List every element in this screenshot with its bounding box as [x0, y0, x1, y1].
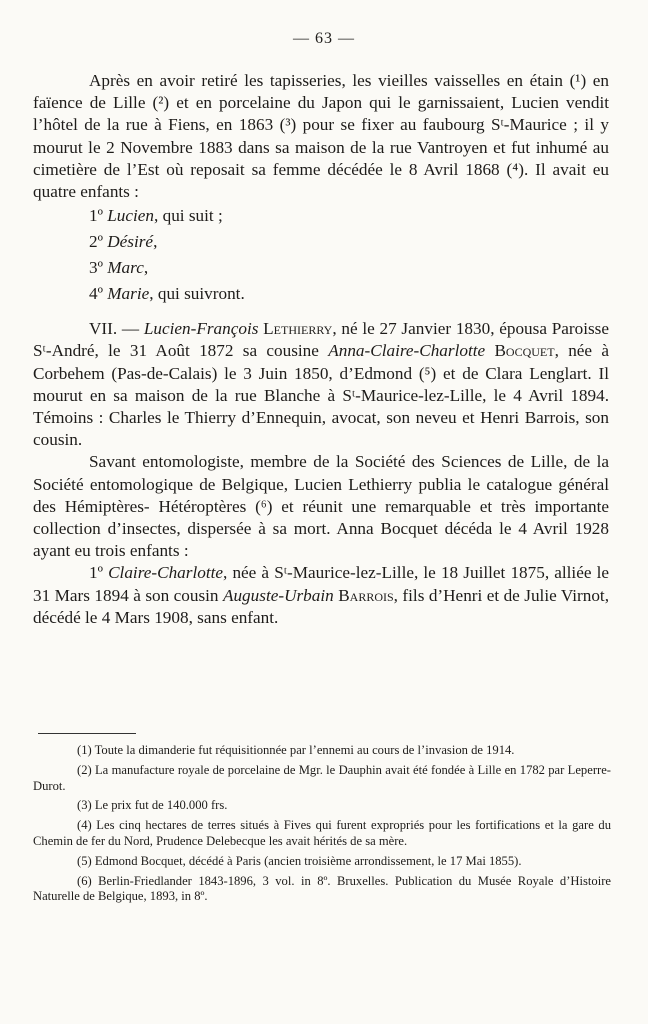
section-vii: VII. — Lucien-François Lethierry, né le 27 Janvier 1830, épousa Paroisse Sᵗ-André, le 31 Août 1872 sa cousine Anna-Claire-Charlotte Bocquet, née à Corbehem (Pas-de-Calais) le 3 Juin 1850, d’Edmond (⁵) et de Clara Lenglart. Il mourut en sa maison de la rue Blanche à Sᵗ-Maurice-lez-Lille, le 4 Avril 1894. Témoins : Charles le Thierry d’Ennequin, avocat, son neveu et Henri Barrois, son cousin. [33, 319, 609, 450]
footnote-1: (1) Toute la dimanderie fut réquisitionnée par l’ennemi au cours de l’invasion de 1914. [77, 743, 515, 757]
footnote-5: (5) Edmond Bocquet, décédé à Paris (ancien troisième arrondissement, le 17 Mai 1855). [77, 853, 522, 868]
paragraph-1: Après en avoir retiré les tapisseries, les vieilles vaisselles en étain (¹) en faïence de Lille (²) et en porcelaine du Japon qui le garnissaient, Lucien vendit l’hôtel de la rue à Fiens, en 1863 (³) pour se fixer au faubourg Sᵗ-Maurice ; il y mourut le 2 Novembre 1883 dans sa maison de la rue Vantroyen et fut inhumé au cimetière de l’Est où reposait sa femme décédée le 8 Avril 1868 (⁴). Il avait eu quatre enfants : [33, 71, 609, 202]
footnote-divider [38, 733, 136, 734]
children-list [33, 203, 609, 307]
paragraph-entomologist: Savant entomologiste, membre de la Société des Sciences de Lille, de la Société entomologique de Belgique, Lucien Lethierry publia le catalogue général des Hémiptères- Hétéroptères (⁶) et réunit une remarquable et très importante collection d’insectes, dispersée à sa mort. Anna Bocquet décéda le 4 Avril 1928 ayant eu trois enfants : [33, 452, 609, 561]
footnote-2: (2) La manufacture royale de porcelaine de Mgr. le Dauphin avait été fondée à Lille en 1782 par Leperre-Durot. [33, 762, 611, 793]
footnote-3: (3) Le prix fut de 140.000 frs. [77, 798, 228, 813]
list-item: 4º Marie, qui suivront. [89, 284, 245, 304]
body-text [33, 70, 609, 629]
list-item: 2º Désiré, [89, 232, 158, 252]
page-number: — 63 — [293, 30, 355, 47]
footnote-6: (6) Berlin-Friedlander 1843-1896, 3 vol. in 8º. Bruxelles. Publication du Musée Royale d’Histoire Naturelle de Belgique, 1893, in 8º. [33, 873, 611, 904]
footnote-4: (4) Les cinq hectares de terres situés à Fives qui furent expropriés pour les fortifications et la gare du Chemin de fer du Nord, Prudence Delebecque les avait hérités de sa mère. [33, 818, 611, 848]
footnotes [33, 743, 611, 909]
list-item: 1º Lucien, qui suit ; [89, 206, 223, 226]
child-claire-charlotte: 1º Claire-Charlotte, née à Sᵗ-Maurice-lez-Lille, le 18 Juillet 1875, alliée le 31 Mars 1894 à son cousin Auguste-Urbain Barrois, fils d’Henri et de Julie Virnot, décédé le 4 Mars 1908, sans enfant. [33, 563, 610, 627]
list-item: 3º Marc, [89, 258, 149, 278]
